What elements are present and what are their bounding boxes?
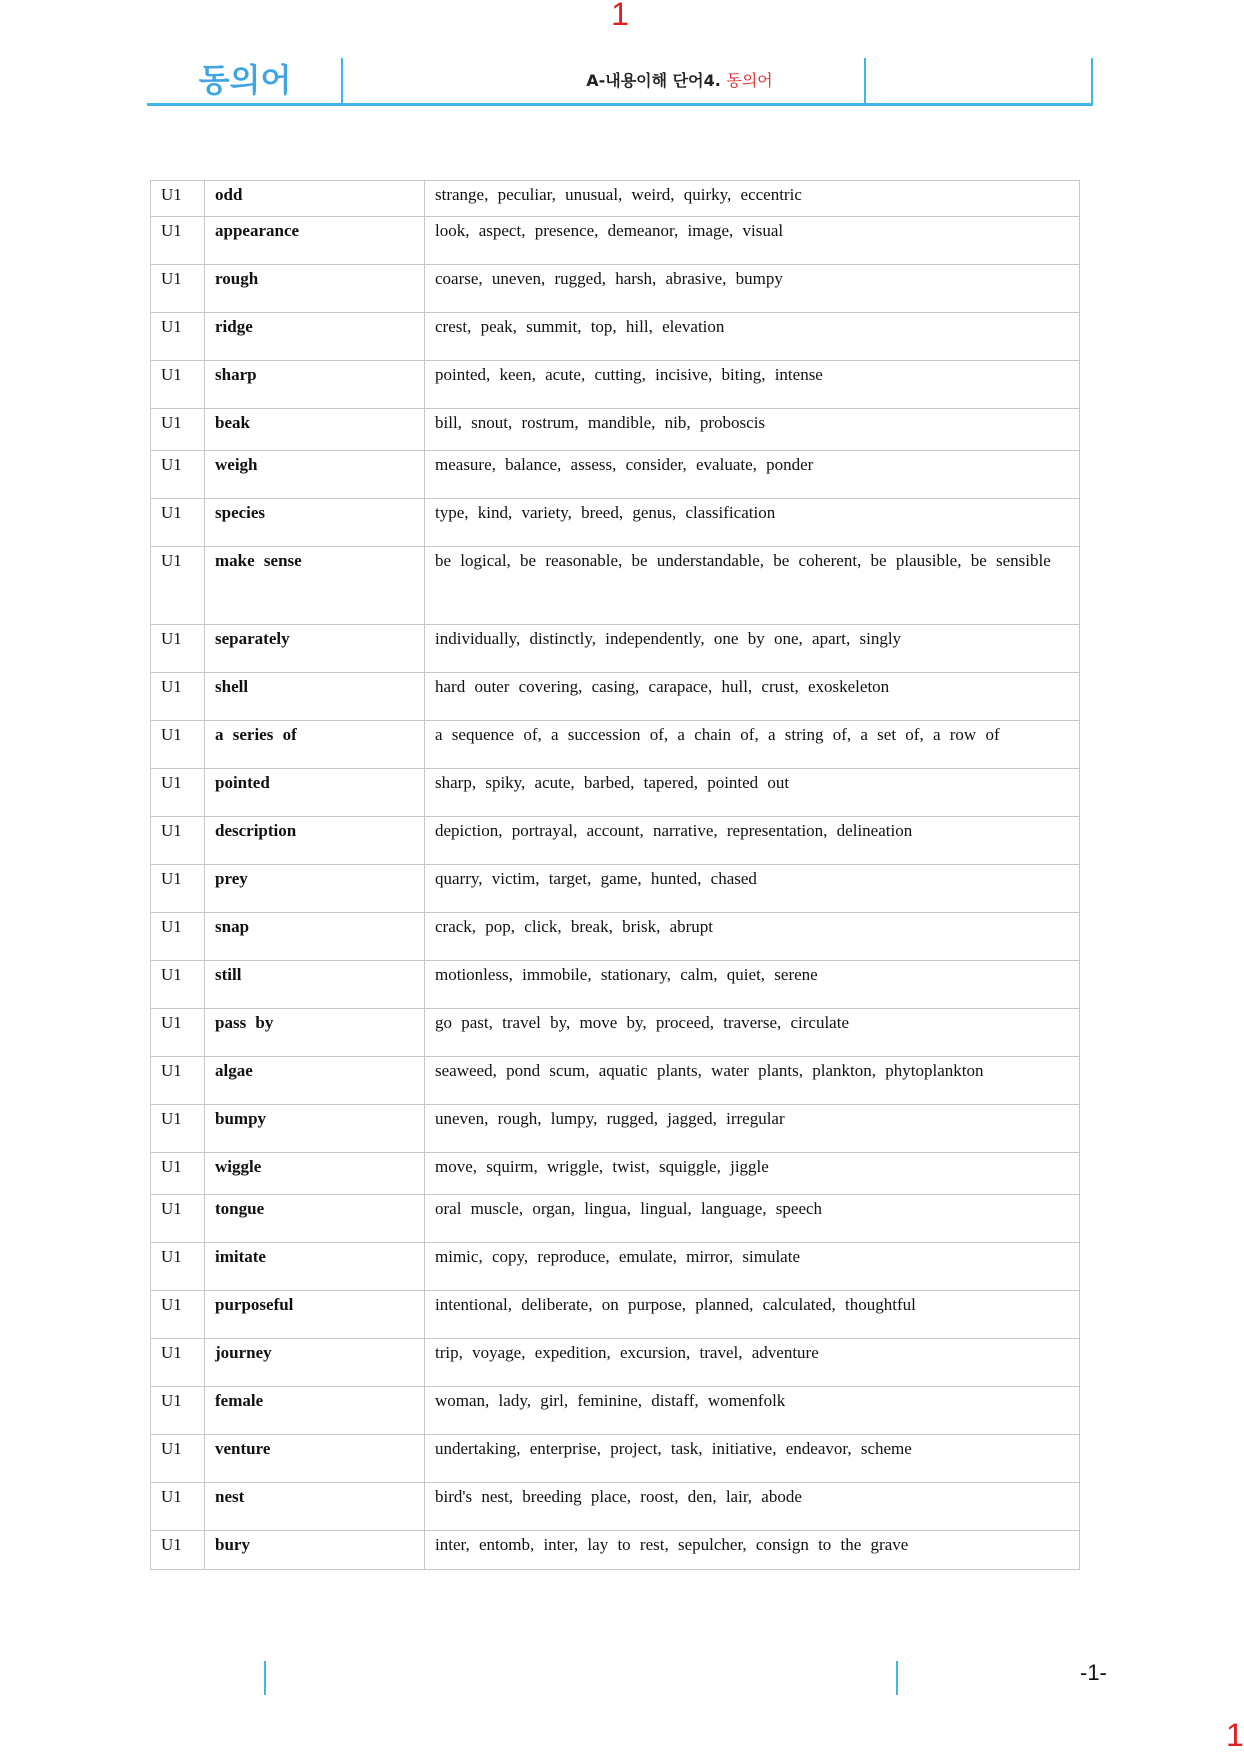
synonyms-cell: oral muscle, organ, lingua, lingual, language, speech	[425, 1195, 1080, 1243]
unit-cell: U1	[151, 181, 205, 217]
synonyms-cell: bird's nest, breeding place, roost, den, lair, abode	[425, 1483, 1080, 1531]
word-cell: weigh	[205, 451, 425, 499]
word-cell: female	[205, 1387, 425, 1435]
synonyms-cell: undertaking, enterprise, project, task, initiative, endeavor, scheme	[425, 1435, 1080, 1483]
synonyms-cell: seaweed, pond scum, aquatic plants, water plants, plankton, phytoplankton	[425, 1057, 1080, 1105]
unit-cell: U1	[151, 721, 205, 769]
unit-cell: U1	[151, 1291, 205, 1339]
word-cell: odd	[205, 181, 425, 217]
synonyms-cell: mimic, copy, reproduce, emulate, mirror, simulate	[425, 1243, 1080, 1291]
synonyms-cell: be logical, be reasonable, be understandable, be coherent, be plausible, be sensible	[425, 547, 1080, 625]
synonyms-cell: bill, snout, rostrum, mandible, nib, proboscis	[425, 409, 1080, 451]
table-row	[151, 1153, 1080, 1195]
word-cell: prey	[205, 865, 425, 913]
word-cell: still	[205, 961, 425, 1009]
word-cell: rough	[205, 265, 425, 313]
word-cell: sharp	[205, 361, 425, 409]
synonyms-cell: type, kind, variety, breed, genus, classification	[425, 499, 1080, 547]
header-subtitle-main: A-내용이해 단어4.	[586, 71, 721, 90]
unit-cell: U1	[151, 451, 205, 499]
synonyms-cell: intentional, deliberate, on purpose, planned, calculated, thoughtful	[425, 1291, 1080, 1339]
table-row	[151, 451, 1080, 499]
table-row	[151, 1009, 1080, 1057]
unit-cell: U1	[151, 625, 205, 673]
table-row	[151, 361, 1080, 409]
unit-cell: U1	[151, 673, 205, 721]
table-row	[151, 1291, 1080, 1339]
word-cell: description	[205, 817, 425, 865]
word-cell: algae	[205, 1057, 425, 1105]
word-cell: nest	[205, 1483, 425, 1531]
unit-cell: U1	[151, 1105, 205, 1153]
word-cell: shell	[205, 673, 425, 721]
word-cell: bury	[205, 1531, 425, 1570]
header-subtitle-accent: 동의어	[726, 71, 773, 90]
table-row	[151, 1105, 1080, 1153]
unit-cell: U1	[151, 817, 205, 865]
synonyms-cell: measure, balance, assess, consider, evaluate, ponder	[425, 451, 1080, 499]
unit-cell: U1	[151, 1009, 205, 1057]
header-divider-right	[1091, 58, 1093, 103]
table-row	[151, 265, 1080, 313]
table-row	[151, 673, 1080, 721]
page-number: -1-	[1080, 1660, 1107, 1685]
table-row	[151, 769, 1080, 817]
unit-cell: U1	[151, 961, 205, 1009]
top-page-mark: 1	[611, 0, 629, 32]
synonyms-cell: crest, peak, summit, top, hill, elevation	[425, 313, 1080, 361]
table-row	[151, 817, 1080, 865]
unit-cell: U1	[151, 1483, 205, 1531]
synonyms-cell: crack, pop, click, break, brisk, abrupt	[425, 913, 1080, 961]
table-row	[151, 1483, 1080, 1531]
word-cell: snap	[205, 913, 425, 961]
table-row	[151, 181, 1080, 217]
synonyms-cell: a sequence of, a succession of, a chain of, a string of, a set of, a row of	[425, 721, 1080, 769]
unit-cell: U1	[151, 217, 205, 265]
vocabulary-table	[150, 180, 1080, 1570]
word-cell: pass by	[205, 1009, 425, 1057]
word-cell: beak	[205, 409, 425, 451]
unit-cell: U1	[151, 499, 205, 547]
synonyms-cell: depiction, portrayal, account, narrative, representation, delineation	[425, 817, 1080, 865]
vocabulary-table-body	[151, 181, 1080, 1570]
unit-cell: U1	[151, 547, 205, 625]
unit-cell: U1	[151, 1153, 205, 1195]
header-title: 동의어	[198, 61, 292, 99]
unit-cell: U1	[151, 1435, 205, 1483]
synonyms-cell: strange, peculiar, unusual, weird, quirky, eccentric	[425, 181, 1080, 217]
table-row	[151, 1057, 1080, 1105]
word-cell: venture	[205, 1435, 425, 1483]
unit-cell: U1	[151, 1387, 205, 1435]
word-cell: tongue	[205, 1195, 425, 1243]
synonyms-cell: inter, entomb, inter, lay to rest, sepulcher, consign to the grave	[425, 1531, 1080, 1570]
word-cell: separately	[205, 625, 425, 673]
word-cell: pointed	[205, 769, 425, 817]
table-row	[151, 721, 1080, 769]
table-row	[151, 625, 1080, 673]
word-cell: bumpy	[205, 1105, 425, 1153]
table-row	[151, 1531, 1080, 1570]
unit-cell: U1	[151, 913, 205, 961]
word-cell: imitate	[205, 1243, 425, 1291]
unit-cell: U1	[151, 1531, 205, 1570]
table-row	[151, 961, 1080, 1009]
table-row	[151, 313, 1080, 361]
synonyms-cell: sharp, spiky, acute, barbed, tapered, pointed out	[425, 769, 1080, 817]
unit-cell: U1	[151, 1339, 205, 1387]
synonyms-cell: pointed, keen, acute, cutting, incisive, biting, intense	[425, 361, 1080, 409]
word-cell: a series of	[205, 721, 425, 769]
table-row	[151, 913, 1080, 961]
table-row	[151, 1435, 1080, 1483]
unit-cell: U1	[151, 1195, 205, 1243]
table-row	[151, 1387, 1080, 1435]
synonyms-cell: uneven, rough, lumpy, rugged, jagged, irregular	[425, 1105, 1080, 1153]
unit-cell: U1	[151, 361, 205, 409]
unit-cell: U1	[151, 1057, 205, 1105]
word-cell: appearance	[205, 217, 425, 265]
unit-cell: U1	[151, 769, 205, 817]
synonyms-cell: coarse, uneven, rugged, harsh, abrasive, bumpy	[425, 265, 1080, 313]
footer-divider-right	[896, 1661, 898, 1695]
table-row	[151, 499, 1080, 547]
word-cell: journey	[205, 1339, 425, 1387]
header-subtitle	[343, 58, 1016, 103]
unit-cell: U1	[151, 1243, 205, 1291]
word-cell: purposeful	[205, 1291, 425, 1339]
page-header	[147, 58, 1093, 106]
unit-cell: U1	[151, 409, 205, 451]
header-divider-middle	[864, 58, 866, 103]
synonyms-cell: quarry, victim, target, game, hunted, chased	[425, 865, 1080, 913]
unit-cell: U1	[151, 313, 205, 361]
word-cell: ridge	[205, 313, 425, 361]
unit-cell: U1	[151, 265, 205, 313]
table-row	[151, 1195, 1080, 1243]
table-row	[151, 217, 1080, 265]
word-cell: wiggle	[205, 1153, 425, 1195]
synonyms-cell: motionless, immobile, stationary, calm, quiet, serene	[425, 961, 1080, 1009]
table-row	[151, 547, 1080, 625]
bottom-page-mark: 1	[1226, 1717, 1244, 1753]
word-cell: make sense	[205, 547, 425, 625]
unit-cell: U1	[151, 865, 205, 913]
table-row	[151, 1243, 1080, 1291]
table-row	[151, 409, 1080, 451]
synonyms-cell: woman, lady, girl, feminine, distaff, womenfolk	[425, 1387, 1080, 1435]
synonyms-cell: look, aspect, presence, demeanor, image, visual	[425, 217, 1080, 265]
table-row	[151, 1339, 1080, 1387]
synonyms-cell: individually, distinctly, independently, one by one, apart, singly	[425, 625, 1080, 673]
synonyms-cell: go past, travel by, move by, proceed, traverse, circulate	[425, 1009, 1080, 1057]
word-cell: species	[205, 499, 425, 547]
footer-divider-left	[264, 1661, 266, 1695]
synonyms-cell: trip, voyage, expedition, excursion, travel, adventure	[425, 1339, 1080, 1387]
synonyms-cell: hard outer covering, casing, carapace, hull, crust, exoskeleton	[425, 673, 1080, 721]
table-row	[151, 865, 1080, 913]
synonyms-cell: move, squirm, wriggle, twist, squiggle, jiggle	[425, 1153, 1080, 1195]
